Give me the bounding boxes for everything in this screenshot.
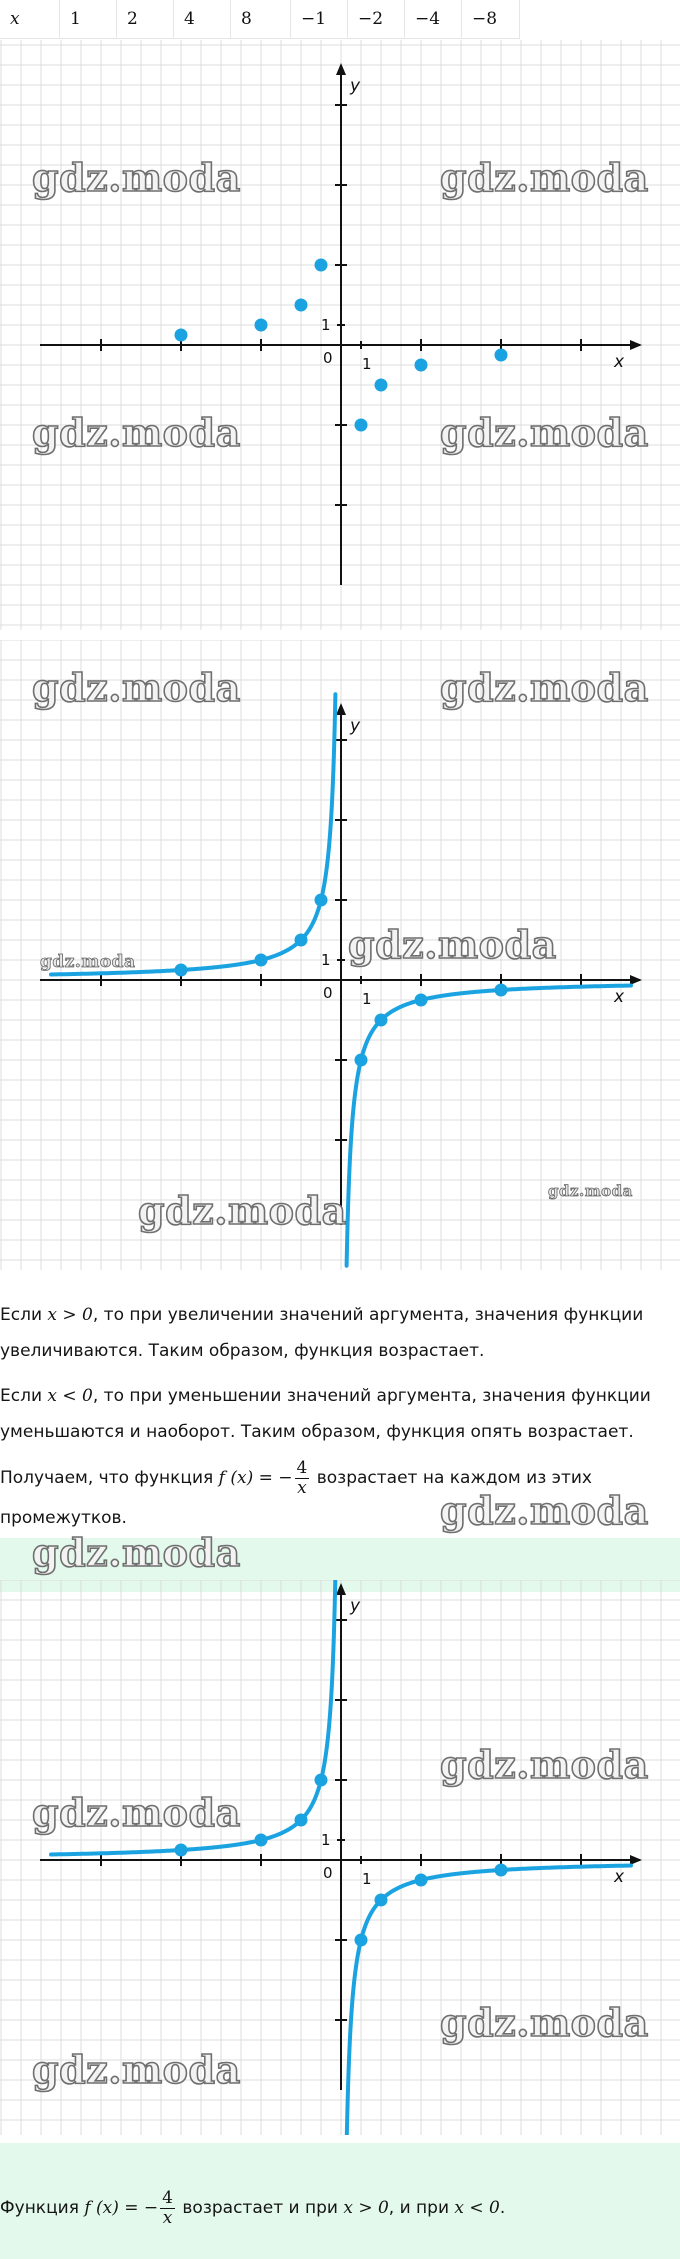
- watermark: gdz.moda: [32, 2047, 241, 2092]
- data-point: [255, 1834, 268, 1847]
- watermark: gdz.moda: [32, 1790, 241, 1835]
- data-point: [255, 319, 268, 332]
- fraction: [295, 1459, 310, 1498]
- x-unit-label: 1: [362, 990, 372, 1008]
- text: Если: [0, 1386, 48, 1406]
- graph-points-panel: [0, 40, 680, 630]
- x-unit-label: 1: [362, 1870, 372, 1888]
- data-point: [355, 1934, 368, 1947]
- table-cell: −1: [291, 0, 348, 38]
- origin-label: 0: [323, 1864, 333, 1882]
- text: , то при увеличении значений аргумента, значения функции увеличиваются. Таким образом, функция возрастает.: [0, 1305, 644, 1361]
- data-point: [295, 299, 308, 312]
- math-inline: f (x) = −: [84, 2198, 159, 2218]
- paragraph-positive: [0, 1297, 670, 1369]
- watermark: gdz.moda: [548, 1182, 633, 1200]
- watermark: gdz.moda: [440, 1488, 649, 1533]
- table-cell: 8: [231, 0, 291, 38]
- fraction-numerator: 4: [296, 1457, 308, 1478]
- data-point: [375, 1894, 388, 1907]
- text: .: [499, 2198, 506, 2218]
- math-inline: f (x) = −: [218, 1468, 293, 1488]
- origin-label: 0: [323, 984, 333, 1002]
- x-axis-label: x: [614, 1867, 625, 1887]
- x-axis-arrow: [630, 975, 642, 985]
- graph-points: [0, 40, 680, 630]
- data-point: [415, 994, 428, 1007]
- curve-branch-right: [347, 986, 631, 1266]
- paragraph-answer: [0, 2188, 670, 2228]
- y-axis-label: y: [350, 716, 361, 736]
- watermark: gdz.moda: [440, 665, 649, 710]
- y-unit-label: 1: [321, 316, 331, 334]
- data-point: [315, 259, 328, 272]
- x-unit-label: 1: [362, 355, 372, 373]
- text: Функция: [0, 2198, 85, 2218]
- watermark: gdz.moda: [440, 155, 649, 200]
- data-point: [255, 954, 268, 967]
- table-head-x: x: [0, 0, 60, 38]
- data-point: [315, 894, 328, 907]
- math-inline: x > 0: [47, 1305, 93, 1325]
- table-cell: 2: [117, 0, 174, 38]
- text: возрастает и при: [177, 2198, 344, 2218]
- paragraph-negative: [0, 1378, 670, 1450]
- data-point: [295, 934, 308, 947]
- y-axis-label: y: [350, 1596, 361, 1616]
- table-cell: 1: [60, 0, 117, 38]
- data-point: [415, 359, 428, 372]
- data-point: [355, 419, 368, 432]
- data-point: [375, 1014, 388, 1027]
- data-point: [495, 984, 508, 997]
- text: Если: [0, 1305, 48, 1325]
- table-cell: −2: [348, 0, 405, 38]
- text: , и при: [388, 2198, 455, 2218]
- watermark: gdz.moda: [348, 922, 557, 967]
- value-table: [0, 0, 520, 39]
- data-point: [355, 1054, 368, 1067]
- watermark: gdz.moda: [40, 952, 136, 972]
- table-cell: 4: [174, 0, 231, 38]
- watermark: gdz.moda: [440, 2000, 649, 2045]
- text: Получаем, что функция: [0, 1468, 219, 1488]
- y-unit-label: 1: [321, 1831, 331, 1849]
- x-axis-arrow: [630, 340, 642, 350]
- data-point: [495, 349, 508, 362]
- math-inline: x > 0: [343, 2198, 389, 2218]
- fraction-denominator: x: [297, 1477, 307, 1498]
- x-axis-arrow: [630, 1855, 642, 1865]
- watermark: gdz.moda: [440, 1742, 649, 1787]
- watermark: gdz.moda: [32, 665, 241, 710]
- math-inline: x < 0: [47, 1386, 93, 1406]
- data-point: [295, 1814, 308, 1827]
- curve-branch-left: [51, 694, 335, 974]
- origin-label: 0: [323, 349, 333, 367]
- watermark: gdz.moda: [32, 155, 241, 200]
- data-point: [315, 1774, 328, 1787]
- data-point: [495, 1864, 508, 1877]
- text: возрастает на каждом из этих промежутков.: [0, 1468, 592, 1528]
- watermark: gdz.moda: [32, 410, 241, 455]
- fraction: [160, 2189, 175, 2228]
- watermark: gdz.moda: [440, 410, 649, 455]
- math-inline: x < 0: [454, 2198, 500, 2218]
- x-axis-label: x: [614, 987, 625, 1007]
- fraction-numerator: 4: [162, 2187, 173, 2208]
- y-axis-label: y: [350, 76, 361, 96]
- data-point: [375, 379, 388, 392]
- data-point: [175, 329, 188, 342]
- y-axis-arrow: [336, 703, 346, 715]
- data-point: [175, 964, 188, 977]
- text: , то при уменьшении значений аргумента, значения функции уменьшаются и наоборот. Таким образом, функция опять возрастает.: [0, 1386, 651, 1442]
- fraction-denominator: x: [162, 2207, 173, 2228]
- table-cell: −4: [405, 0, 462, 38]
- y-axis-arrow: [336, 1583, 346, 1595]
- x-axis-label: x: [614, 352, 625, 372]
- data-point: [175, 1844, 188, 1857]
- table-cell: −8: [462, 0, 520, 38]
- watermark: gdz.moda: [32, 1530, 241, 1575]
- data-point: [415, 1874, 428, 1887]
- watermark: gdz.moda: [138, 1188, 347, 1233]
- y-unit-label: 1: [321, 951, 331, 969]
